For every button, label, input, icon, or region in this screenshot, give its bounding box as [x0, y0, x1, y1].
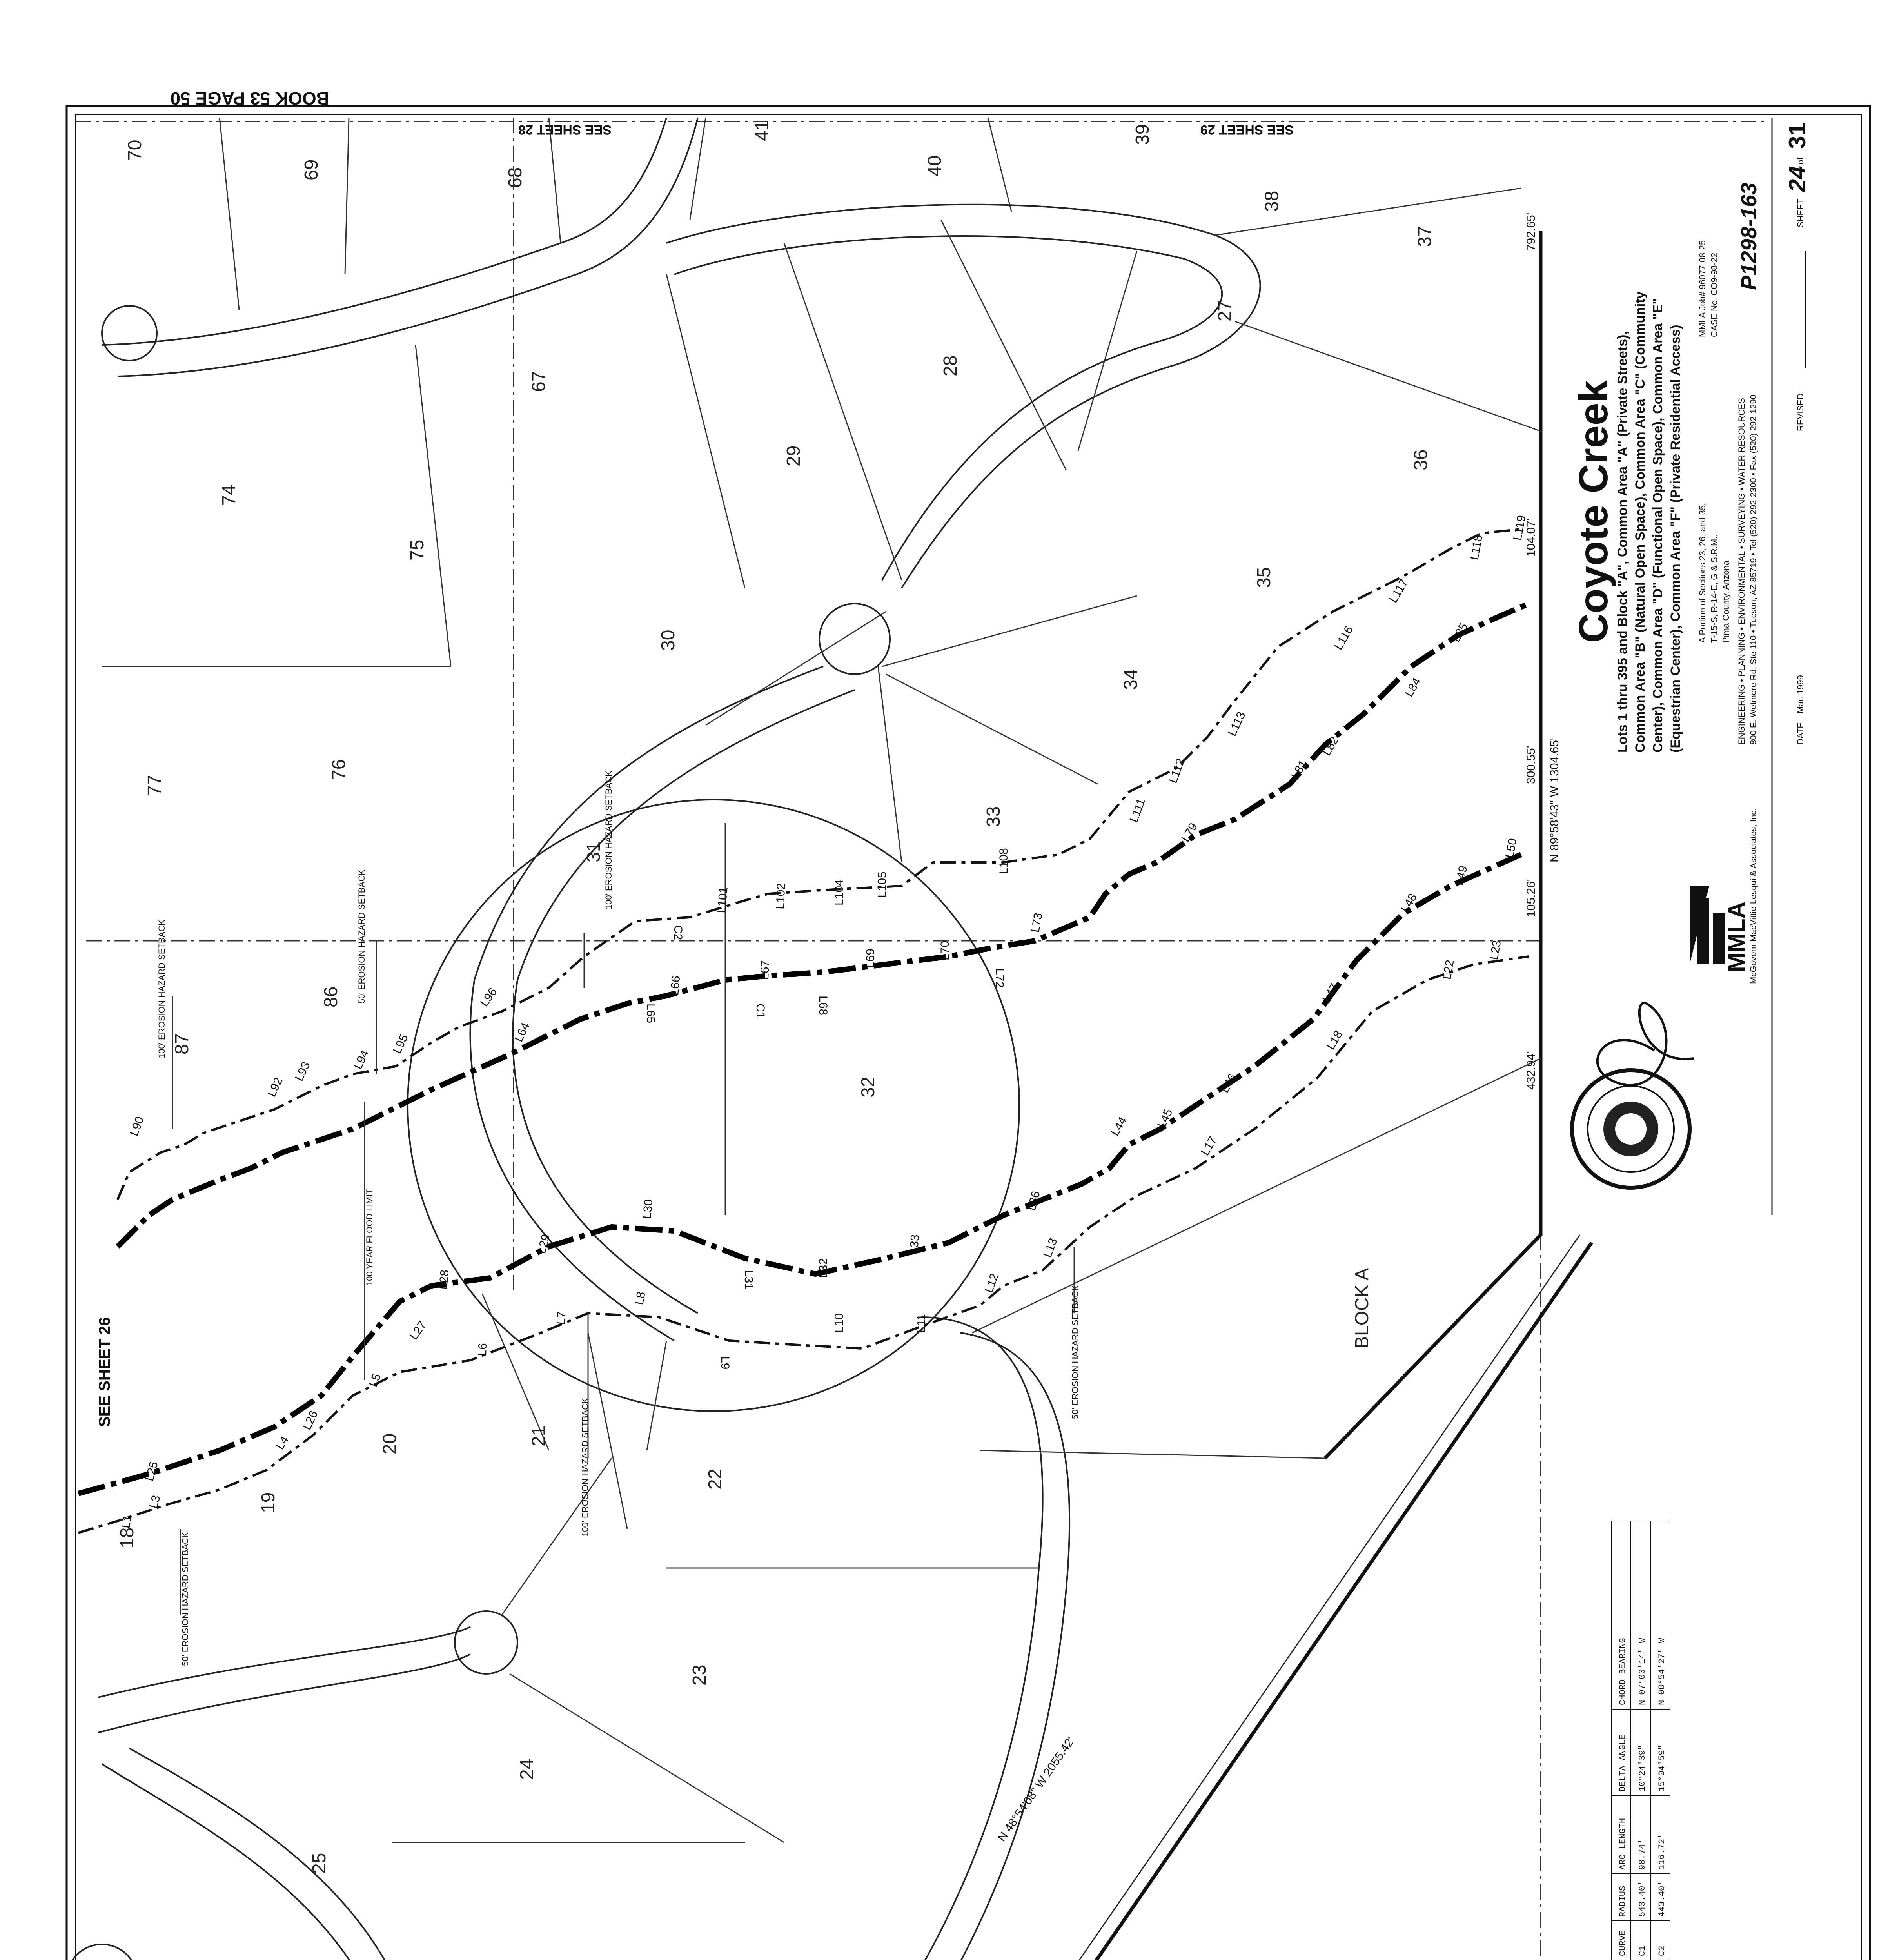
erosion-100-a: 100' EROSION HAZARD SETBACK [157, 920, 167, 1058]
chain-l4: L4 [273, 1434, 291, 1452]
lot-38: 38 [1262, 191, 1282, 212]
chain-l49: L49 [1452, 864, 1470, 887]
chain-l22: L22 [1440, 959, 1457, 981]
chain-l101: L101 [715, 886, 730, 914]
lot-24: 24 [517, 1759, 537, 1780]
lot-32: 32 [858, 1076, 879, 1098]
mmla-logo [1686, 882, 1750, 972]
location-line-1: A Portion of Sections 23, 26, and 35, [1697, 503, 1707, 643]
chain-l28: L28 [437, 1269, 452, 1290]
project-description [1615, 291, 1683, 753]
chain-l5: L5 [367, 1372, 383, 1389]
lot-86: 86 [321, 986, 341, 1007]
lot-18: 18 [117, 1527, 138, 1548]
case-number: CASE No. CO9-98-22 [1709, 252, 1719, 337]
chain-l1: L1 [119, 1514, 134, 1530]
lot-69: 69 [301, 159, 322, 180]
dist-104: 104.07' [1525, 518, 1538, 557]
description-line-2: Common Area "B" (Natural Open Space), Common Area "C" (Community [1633, 291, 1648, 753]
chain-l64: L64 [512, 1020, 532, 1044]
lot-31: 31 [583, 841, 604, 862]
block-a-label: BLOCK A [1352, 1268, 1372, 1348]
street-network [67, 118, 1260, 1960]
chain-l47: L47 [1320, 981, 1342, 1005]
lot-76: 76 [329, 759, 349, 780]
chain-l67: L67 [758, 960, 772, 980]
erosion-setback-left [78, 956, 1529, 1533]
erosion-setback-right [118, 604, 1529, 1247]
boundary-diagonal-2 [733, 1235, 1580, 1960]
chain-l36: L36 [1025, 1189, 1043, 1212]
sheet-of: of [1795, 157, 1805, 165]
boundary-diagonal-1 [745, 1243, 1592, 1960]
chain-l90: L90 [127, 1115, 147, 1138]
chain-l10: L10 [833, 1313, 846, 1333]
lot-87: 87 [172, 1033, 192, 1054]
curve-c1-chord: N 07°03'14" W [1637, 1638, 1647, 1705]
chain-l82: L82 [1320, 734, 1342, 758]
annotations [157, 771, 1080, 1666]
erosion-50-b: 50' EROSION HAZARD SETBACK [1070, 1285, 1080, 1419]
project-title: Coyote Creek [1571, 380, 1616, 643]
erosion-100-c: 100' EROSION HAZARD SETBACK [580, 1398, 590, 1537]
lot-22: 22 [705, 1468, 726, 1490]
lot-30: 30 [658, 630, 679, 651]
lot-33: 33 [983, 806, 1004, 827]
chain-l50: L50 [1503, 837, 1519, 859]
curve-h-curve: CURVE [1618, 1930, 1628, 1956]
lot-68: 68 [505, 167, 526, 188]
chain-l44: L44 [1108, 1114, 1130, 1138]
lot-67: 67 [528, 371, 549, 392]
chain-l33: L33 [907, 1234, 922, 1255]
lot-29: 29 [783, 445, 804, 466]
lot-27: 27 [1214, 300, 1235, 321]
bearing-north-boundary: N 89°58'43" W 1304.65' [1548, 738, 1561, 862]
chain-l12: L12 [982, 1272, 1001, 1295]
date-value: Mar. 1999 [1795, 675, 1805, 713]
location-block [1697, 503, 1731, 643]
lot-39: 39 [1132, 124, 1153, 145]
chain-l66: L66 [668, 975, 683, 996]
chain-l95: L95 [390, 1032, 411, 1056]
chain-l79: L79 [1179, 820, 1200, 844]
lot-77: 77 [144, 775, 165, 796]
location-line-2: T-15-S, R-14-E, G & S.R.M., [1709, 534, 1719, 643]
erosion-50-c: 50' EROSION HAZARD SETBACK [180, 1532, 190, 1666]
chain-l31: L31 [742, 1270, 755, 1290]
lot-34: 34 [1120, 669, 1141, 690]
chain-l29: L29 [535, 1232, 553, 1255]
chain-l112: L112 [1166, 757, 1187, 785]
lot-21: 21 [528, 1425, 549, 1446]
curve-c2-delta: 15°04'59" [1657, 1745, 1667, 1791]
see-sheet-28: SEE SHEET 28 [518, 122, 612, 137]
chain-l70: L70 [939, 940, 951, 960]
see-sheet-26: SEE SHEET 26 [96, 1317, 113, 1427]
dist-792: 792.65' [1525, 212, 1538, 251]
chain-l27: L27 [407, 1319, 429, 1343]
chain-l108: L108 [997, 848, 1010, 874]
chain-l9: L9 [719, 1356, 732, 1370]
description-line-4: (Equestrian Center), Common Area "F" (Private Residential Access) [1668, 325, 1683, 753]
lot-35: 35 [1254, 567, 1274, 588]
date-label: DATE [1795, 722, 1805, 745]
file-number: P1298-163 [1736, 182, 1761, 290]
erosion-100-b: 100' EROSION HAZARD SETBACK [604, 771, 614, 909]
chain-l13: L13 [1041, 1236, 1060, 1259]
chain-l118: L118 [1468, 534, 1485, 561]
chain-l48: L48 [1398, 891, 1420, 915]
chain-l26: L26 [300, 1408, 321, 1432]
curve-c1-arc: 98.74' [1637, 1838, 1647, 1870]
curve-c2-chord: N 08°54'27" W [1657, 1638, 1667, 1705]
curve-h-arc: ARC LENGTH [1618, 1818, 1628, 1870]
erosion-setback-far [118, 529, 1521, 1200]
chain-l113: L113 [1225, 710, 1248, 738]
lot-41: 41 [752, 120, 773, 141]
lot-19: 19 [258, 1492, 279, 1513]
lot-40: 40 [924, 155, 945, 176]
lot-70: 70 [125, 140, 145, 161]
lot-lines [102, 118, 1541, 1960]
chain-l84: L84 [1402, 675, 1424, 699]
chain-l8: L8 [633, 1290, 648, 1306]
mmla-logo-text: MMLA [1723, 902, 1750, 972]
dist-300: 300.55' [1525, 746, 1538, 784]
description-line-3: Center), Common Area "D" (Functional Open Space), Common Area "E" [1650, 298, 1665, 753]
chain-l45: L45 [1155, 1107, 1175, 1130]
chain-l3: L3 [147, 1494, 163, 1510]
curve-c1-delta: 10°24'39" [1637, 1745, 1647, 1791]
curve-c2-arc: 116.72' [1657, 1833, 1667, 1870]
chain-l111: L111 [1127, 797, 1148, 824]
lot-74: 74 [219, 485, 240, 506]
chain-l65: L65 [644, 1004, 657, 1024]
revised-label: REVISED: [1795, 391, 1805, 431]
curve-c2: C2 [672, 925, 684, 940]
firm-services: ENGINEERING • PLANNING • ENVIRONMENTAL • SURVEYING • WATER RESOURCES [1737, 398, 1746, 745]
chain-l7: L7 [554, 1311, 568, 1325]
chain-l81: L81 [1289, 758, 1310, 782]
location-line-3: Pima County, Arizona [1721, 561, 1731, 643]
chain-l93: L93 [292, 1060, 313, 1083]
chain-l117: L117 [1387, 577, 1411, 605]
chain-l18: L18 [1324, 1028, 1345, 1052]
flood-limit-label: 100 YEAR FLOOD LIMIT [365, 1189, 374, 1286]
description-line-1: Lots 1 thru 395 and Block "A", Common Area "A" (Private Streets), [1615, 331, 1630, 753]
engineer-seal [1572, 1070, 1690, 1188]
lot-numbers [117, 120, 1435, 1960]
chain-l85: L85 [1449, 621, 1471, 644]
lot-36: 36 [1411, 449, 1431, 470]
chain-l104: L104 [833, 879, 846, 906]
sheet-number-block [1784, 123, 1810, 227]
chain-l30: L30 [641, 1198, 655, 1220]
bearing-diagonal: N 48°54'08" W 2055.42' [995, 1734, 1077, 1844]
curve-c2-id: C2 [1657, 1945, 1667, 1956]
flood-limit-line [78, 855, 1521, 1494]
curve-h-delta: DELTA ANGLE [1618, 1734, 1628, 1791]
curve-c2-radius: 443.40' [1657, 1880, 1667, 1917]
chain-l17: L17 [1198, 1134, 1220, 1158]
lot-23: 23 [689, 1664, 710, 1686]
dist-105: 105.26' [1525, 879, 1538, 917]
chain-l96: L96 [477, 985, 500, 1009]
lot-28: 28 [940, 355, 961, 376]
sheet-label: SHEET [1795, 198, 1805, 227]
curve-h-chord: CHORD BEARING [1618, 1638, 1628, 1705]
sheet-number: 24 [1784, 166, 1810, 192]
firm-full-name: McGovern MacVittie Lesqui & Associates, Inc. [1748, 808, 1758, 984]
firm-address: 800 E. Wetmore Rd, Ste 110 • Tucson, AZ 85719 • Tel (520) 292-2300 • Fax (520) 292-1290 [1748, 394, 1758, 745]
chain-l32: L32 [817, 1258, 830, 1278]
chain-l6: L6 [476, 1343, 490, 1357]
lot-20: 20 [379, 1433, 400, 1454]
lot-37: 37 [1414, 226, 1435, 247]
curve-table [1611, 1521, 1670, 1960]
lot-25: 25 [309, 1853, 330, 1874]
chain-l72: L72 [993, 968, 1006, 988]
chain-l23: L23 [1487, 939, 1504, 961]
erosion-50-a: 50' EROSION HAZARD SETBACK [357, 869, 367, 1004]
chain-l116: L116 [1332, 624, 1356, 652]
chain-l25: L25 [143, 1460, 161, 1483]
chain-l68: L68 [817, 996, 830, 1016]
chain-l46: L46 [1218, 1071, 1240, 1095]
case-numbers [1697, 240, 1719, 337]
curve-h-radius: RADIUS [1618, 1886, 1628, 1917]
job-number: MMLA Job# 96077-08-25 [1697, 240, 1707, 337]
chain-l92: L92 [265, 1075, 285, 1099]
curve-c1-radius: 543.40' [1637, 1880, 1647, 1917]
chain-l73: L73 [1029, 912, 1045, 934]
chain-l69: L69 [864, 948, 877, 968]
curve-c1-id: C1 [1637, 1945, 1647, 1956]
chain-l102: L102 [774, 883, 788, 910]
curve-c1: C1 [754, 1004, 767, 1019]
chain-l119: L119 [1511, 514, 1529, 542]
sheet-total: 31 [1784, 123, 1810, 149]
dist-432: 432.94' [1525, 1051, 1538, 1090]
chain-l94: L94 [351, 1048, 372, 1071]
lot-75: 75 [407, 539, 428, 561]
see-sheet-29: SEE SHEET 29 [1200, 122, 1294, 137]
chain-l11: L11 [915, 1314, 928, 1333]
chain-l105: L105 [876, 871, 889, 898]
book-page-top: BOOK 53 PAGE 50 [170, 88, 329, 109]
